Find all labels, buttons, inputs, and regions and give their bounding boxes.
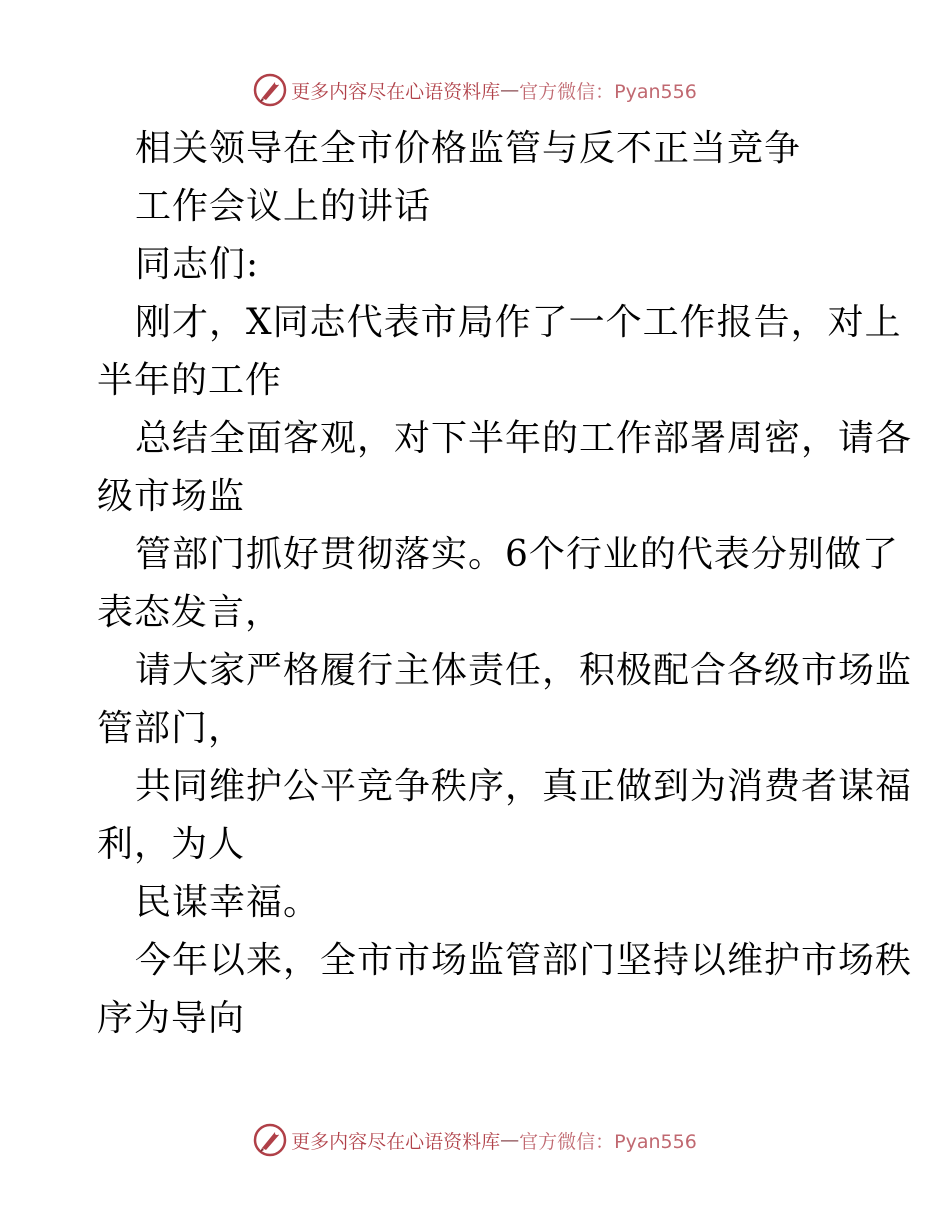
footer-separator: —	[500, 1129, 520, 1151]
text-line: 管部门，	[97, 708, 246, 749]
footer-wechat-text: 官方微信：Pyan556	[519, 1130, 697, 1153]
text-line: 同志们:	[135, 244, 260, 285]
text-line: 序为导向	[97, 998, 246, 1039]
text-line: 刚才，X同志代表市局作了一个工作报告，对上	[135, 302, 902, 343]
text-line: 总结全面客观，对下半年的工作部署周密，请各	[135, 418, 913, 459]
header-brand-text: 更多内容尽在心语资料库	[291, 80, 501, 103]
text-line: 半年的工作	[97, 360, 283, 401]
text-line: 级市场监	[97, 476, 246, 517]
text-line: 管部门抓好贯彻落实。6个行业的代表分别做了	[135, 534, 899, 575]
text-line: 表态发言，	[97, 592, 283, 633]
text-line: 相关领导在全市价格监管与反不正当竞争	[135, 128, 802, 169]
text-line: 请大家严格履行主体责任，积极配合各级市场监	[135, 650, 913, 691]
header-wechat-text: 官方微信：Pyan556	[519, 80, 697, 103]
text-line: 利，为人	[97, 824, 246, 865]
footer-banner	[0, 1120, 950, 1160]
quill-logo-icon	[253, 73, 287, 107]
text-line: 工作会议上的讲话	[135, 186, 432, 227]
text-line: 共同维护公平竞争秩序，真正做到为消费者谋福	[135, 766, 913, 807]
header-banner	[0, 70, 950, 110]
quill-logo-icon	[253, 1123, 287, 1157]
document-body	[97, 120, 913, 1048]
footer-brand-text: 更多内容尽在心语资料库	[291, 1130, 501, 1153]
text-line: 今年以来，全市市场监管部门坚持以维护市场秩	[135, 940, 913, 981]
text-line: 民谋幸福。	[135, 882, 321, 923]
header-separator: —	[500, 79, 520, 101]
